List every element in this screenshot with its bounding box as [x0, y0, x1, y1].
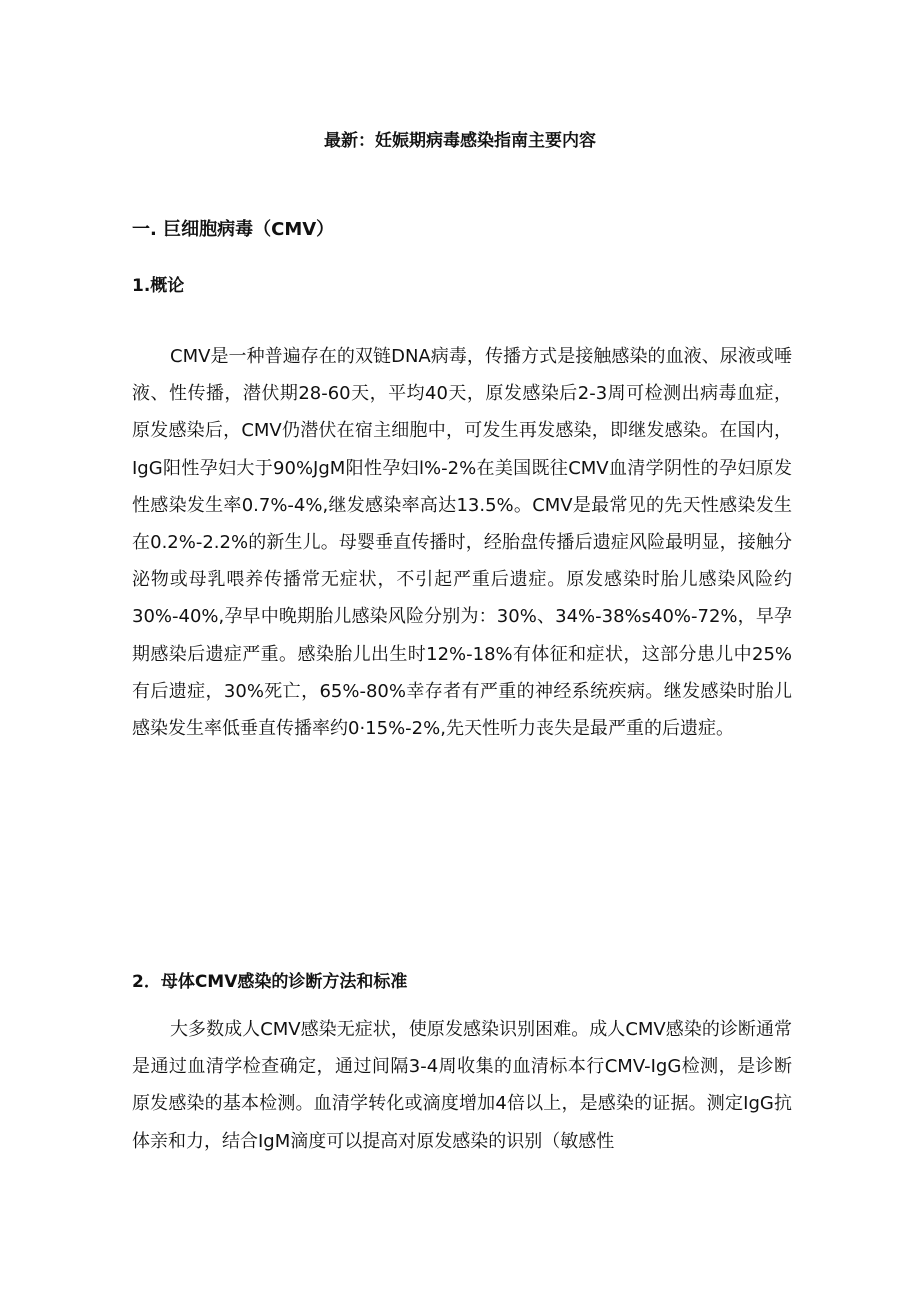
subsection-heading-overview: 1.概论 — [132, 276, 185, 296]
subsection-heading-diagnosis: 2．母体CMV感染的诊断方法和标准 — [132, 972, 408, 992]
diagnosis-paragraph: 大多数成人CMV感染无症状，使原发感染识别困难。成人CMV感染的诊断通常是通过血清学检查确定，通过间隔3-4周收集的血清标本行CMV-IgG检测，是诊断原发感染的基本检测。血清学转化或滴度增加4倍以上，是感染的证据。测定IgG抗体亲和力，结合IgM滴度可以提高对原发感染的识别（敏感性 — [132, 1019, 792, 1152]
section-heading-cmv: 一. 巨细胞病毒（CMV） — [132, 219, 335, 240]
overview-paragraph: CMV是一种普遍存在的双链DNA病毒，传播方式是接触感染的血液、尿液或唾液、性传播，潜伏期28-60天，平均40天，原发感染后2-3周可检测出病毒血症，原发感染后，CMV仍潜伏在宿主细胞中，可发生再发感染，即继发感染。在国内，IgG阳性孕妇大于90%JgM阳性孕妇l%-2%在美国既往CMV血清学阴性的孕妇原发性感染发生率0.7%-4%,继发感染率高达13.5%。CMV是最常见的先天性感染发生在0.2%-2.2%的新生儿。母婴垂直传播时，经胎盘传播后遗症风险最明显，接触分泌物或母乳喂养传播常无症状，不引起严重后遗症。原发感染时胎儿感染风险约30%-40%,孕早中晚期胎儿感染风险分别为：30%、34%-38%s40%-72%，早孕期感染后遗症严重。感染胎儿出生时12%-18%有体征和症状，这部分患儿中25%有后遗症，30%死亡，65%-80%幸存者有严重的神经系统疾病。继发感染时胎儿感染发生率低垂直传播率约0·15%-2%,先天性听力丧失是最严重的后遗症。 — [132, 346, 792, 740]
document-title: 最新：妊娠期病毒感染指南主要内容 — [324, 131, 596, 151]
